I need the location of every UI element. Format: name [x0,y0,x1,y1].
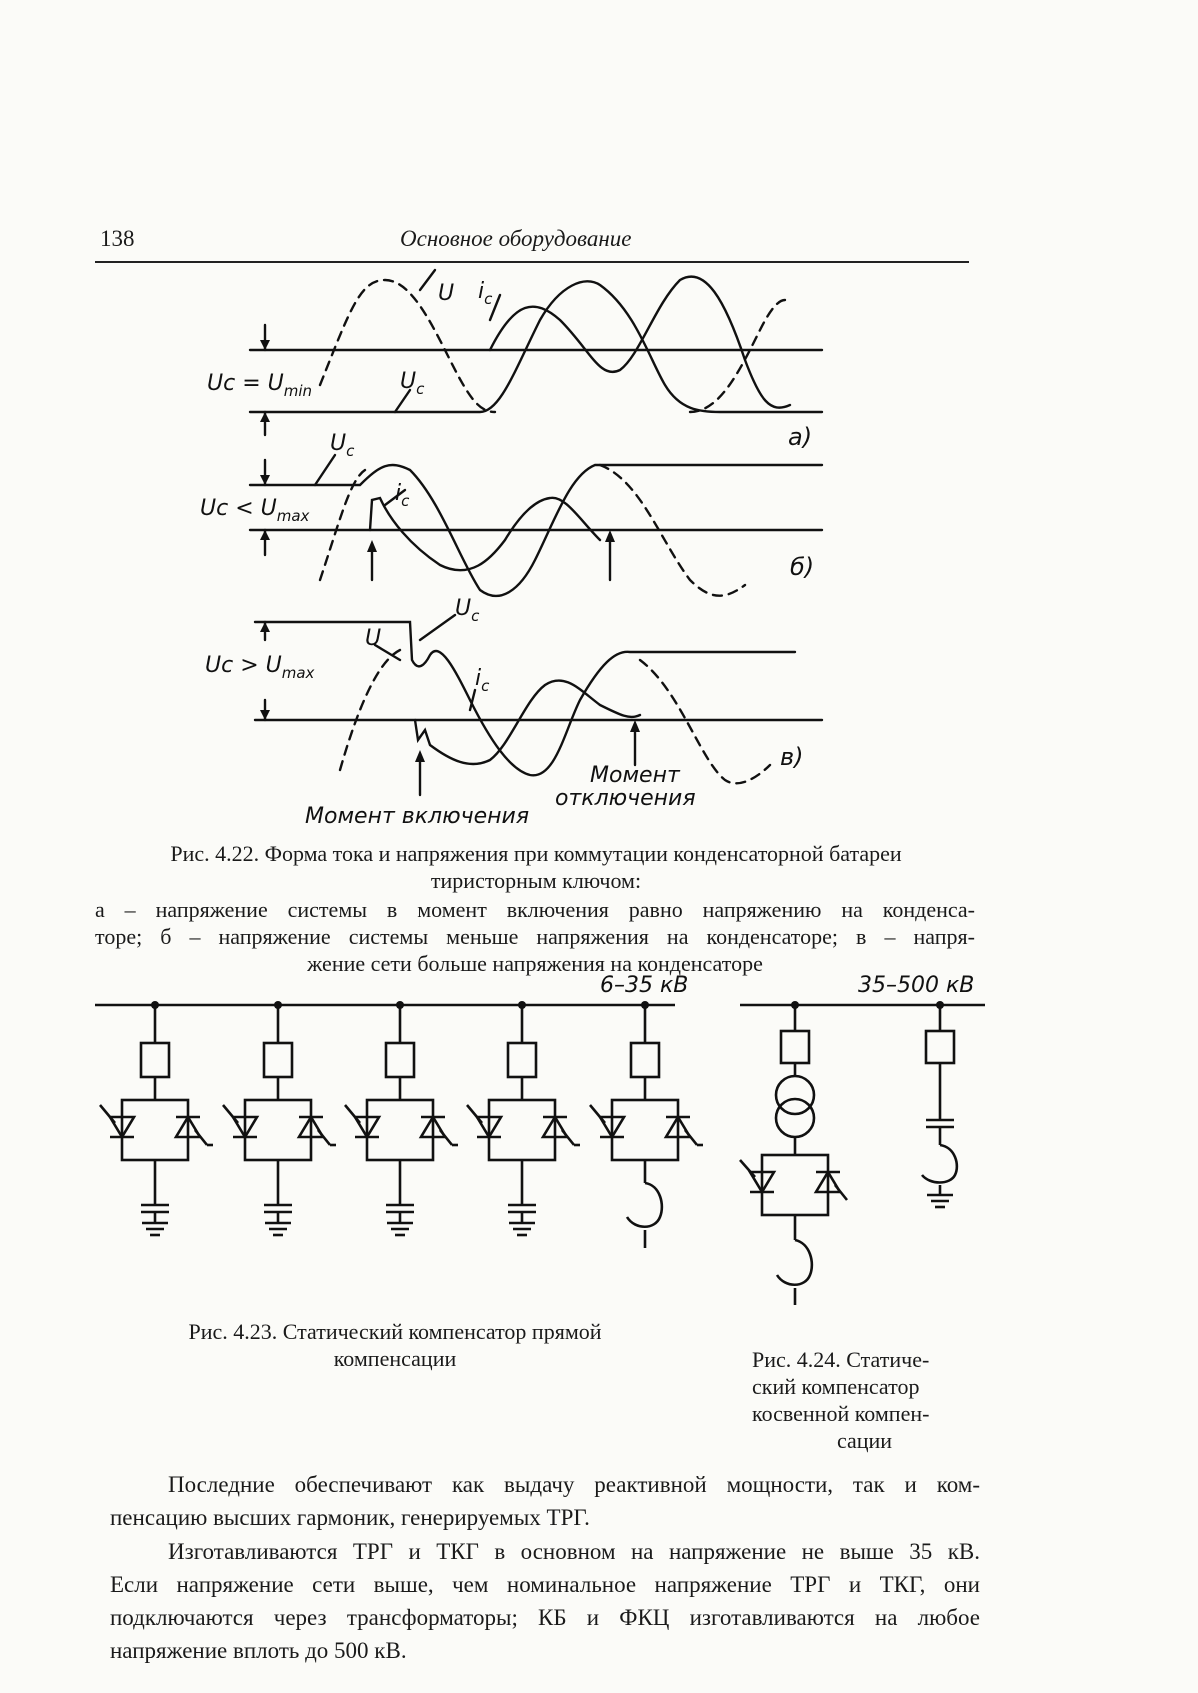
cond-v-u: U [205,653,222,678]
svg-text:Uc < Umax [200,496,310,525]
running-title: Основное оборудование [400,226,632,251]
panel-b-waveforms [250,460,822,596]
panel-a-u-curve-end [690,300,785,412]
arrowhead [260,412,270,422]
fig-4-22-caption-line2: тиристорным ключом: [430,868,642,893]
bus-node [518,1001,526,1009]
panel-v-u-start [340,650,400,770]
arrowhead [260,530,270,540]
bus-node [151,1001,159,1009]
svg-text:Uc [400,369,425,398]
body-p2-line3: подключаются через трансформаторы; КБ и ФКЦ изготавливаются на любое [110,1605,980,1630]
fig-4-24-caption-line4: сации [836,1428,893,1453]
reactor-symbol [627,1183,662,1227]
fig-4-23-voltage-label: 6–35 кВ [600,973,689,998]
arrowhead [260,475,270,485]
panel-v-ic-curve [415,681,640,764]
svg-text:Момент включения [305,804,529,829]
svg-text:отключения [555,786,696,811]
fig-4-22-legend [95,896,975,977]
label-uc-b: U [330,431,347,456]
cond-b-u: U [200,496,217,521]
label-u-a: U [438,281,455,306]
label-ic-a-sub: c [484,290,493,308]
body-paragraph-1 [110,1468,980,1534]
body-p2-line1: Изготавливаются ТРГ и ТКГ в основном на напряжение не выше 35 кВ. [168,1539,980,1564]
fig-4-23-caption-line2: компенсации [333,1346,457,1371]
reactor-symbol-2 [777,1240,812,1285]
panel-a-label: а) [788,423,813,451]
svg-text:ic [478,279,493,308]
compensator-branch-4 [467,1005,580,1235]
arrowhead [630,720,640,732]
fig-4-22-legend-line2: торе; б – напряжение системы меньше напряжения на конденсаторе; в – напря- [95,924,975,949]
panel-b-u-start [320,470,365,580]
arrowhead [415,750,425,762]
svg-text:ic [475,666,490,695]
fig-4-22-caption-line1: Рис. 4.22. Форма тока и напряжения при коммутации конденсаторной батареи [170,841,902,866]
label-ic-b: i [395,481,402,506]
fig-4-23-caption-line1: Рис. 4.23. Статический компенсатор прямой [188,1319,602,1344]
transformer-winding-2 [776,1099,814,1137]
compensator-branch-1 [100,1005,213,1235]
label-uc-v-sub: c [471,607,480,625]
arrowhead [605,530,615,542]
panel-v-label: в) [780,743,804,771]
fig-4-23-caption [150,1318,640,1372]
cond-b-rest: c < U [216,496,277,521]
cond-v-sub: max [281,664,315,682]
moment-off-line1: Момент [590,763,680,788]
leader-uc-b [315,455,335,485]
bus-node [936,1001,944,1009]
svg-text:в) [780,743,804,771]
moment-on-label: Момент включения [305,804,530,829]
svg-text:Uc = Umin [207,371,312,400]
label-uc-a: U [400,369,417,394]
transformer-winding-1 [776,1076,814,1114]
label-ic-a: i [478,279,485,304]
svg-text:Uc [455,596,480,625]
bus-node [396,1001,404,1009]
bus-node [641,1001,649,1009]
panel-v-waveforms [255,622,822,795]
body-p1-line1: Последние обеспечивают как выдачу реактивной мощности, так и ком- [168,1472,980,1497]
panel-v-uc-line [255,622,795,775]
fig-4-24-caption-line1: Рис. 4.24. Статиче- [752,1347,930,1372]
reactor-symbol-3 [922,1145,957,1183]
cond-a-sub: min [283,382,313,400]
label-ic-b-sub: c [401,492,410,510]
compensator-branch-3 [345,1005,458,1235]
fig-4-24-caption-line3: косвенной компен- [752,1401,930,1426]
svg-text:U [365,626,381,651]
arrowhead [260,340,270,350]
body-p2-line2: Если напряжение сети выше, чем номинальное напряжение ТРГ и ТКГ, они [110,1572,980,1597]
fig-4-22-caption [100,840,972,894]
fig-4-24-caption-line2: ский компенсатор [752,1374,920,1399]
panel-a-waveforms [250,277,822,435]
svg-text:Uc > Umax [205,653,315,682]
fig-4-22-legend-line1: а – напряжение системы в момент включения равно напряжению на конденса- [95,897,975,922]
panel-a-ic-curve [490,277,790,408]
label-uc-b-sub: c [346,442,355,460]
svg-text:ic [395,481,410,510]
svg-text:6–35 кВ [600,973,688,998]
arrowhead [260,710,270,720]
body-p2-line4: напряжение вплоть до 500 кВ. [110,1638,407,1663]
svg-text:U [438,281,454,306]
label-ic-v-sub: c [481,677,490,695]
svg-text:Момент [590,763,681,788]
label-uc-v: U [455,596,472,621]
cond-a-u: U [207,371,224,396]
indirect-compensator-branch [740,1005,847,1305]
cond-a-rest: c = U [223,371,284,396]
cond-v-rest: c > U [221,653,282,678]
moment-off-line2: отключения [555,786,696,811]
filter-branch [922,1005,957,1207]
page-number: 138 [100,226,135,251]
compensator-branch-2 [223,1005,336,1235]
svg-text:б) [790,553,814,581]
label-ic-v: i [475,666,482,691]
cond-b-sub: max [276,507,310,525]
arrowhead [260,622,270,632]
leader-uc-v [420,615,455,640]
bus-node [791,1001,799,1009]
panel-b-label: б) [790,553,815,581]
fig-4-23-4-24-diagrams [0,970,1198,1330]
label-uc-a-sub: c [416,380,425,398]
body-p1-line2: пенсацию высших гармоник, генерируемых ТРГ. [110,1505,590,1530]
svg-text:35–500 кВ [858,973,974,998]
label-u-v: U [365,626,382,651]
fig-4-22-diagram [0,0,1198,840]
compensator-branch-5 [590,1005,703,1248]
fig-4-24-caption [752,1346,977,1454]
arrowhead [367,540,377,552]
fig-4-22-legend-line3: жение сети больше напряжения на конденсаторе [307,951,763,976]
bus-node [274,1001,282,1009]
leader-u-a [420,270,435,290]
fig-4-24-voltage-label: 35–500 кВ [858,973,975,998]
svg-text:а) [788,423,812,451]
body-paragraph-2 [110,1535,980,1667]
svg-text:Uc [330,431,355,460]
